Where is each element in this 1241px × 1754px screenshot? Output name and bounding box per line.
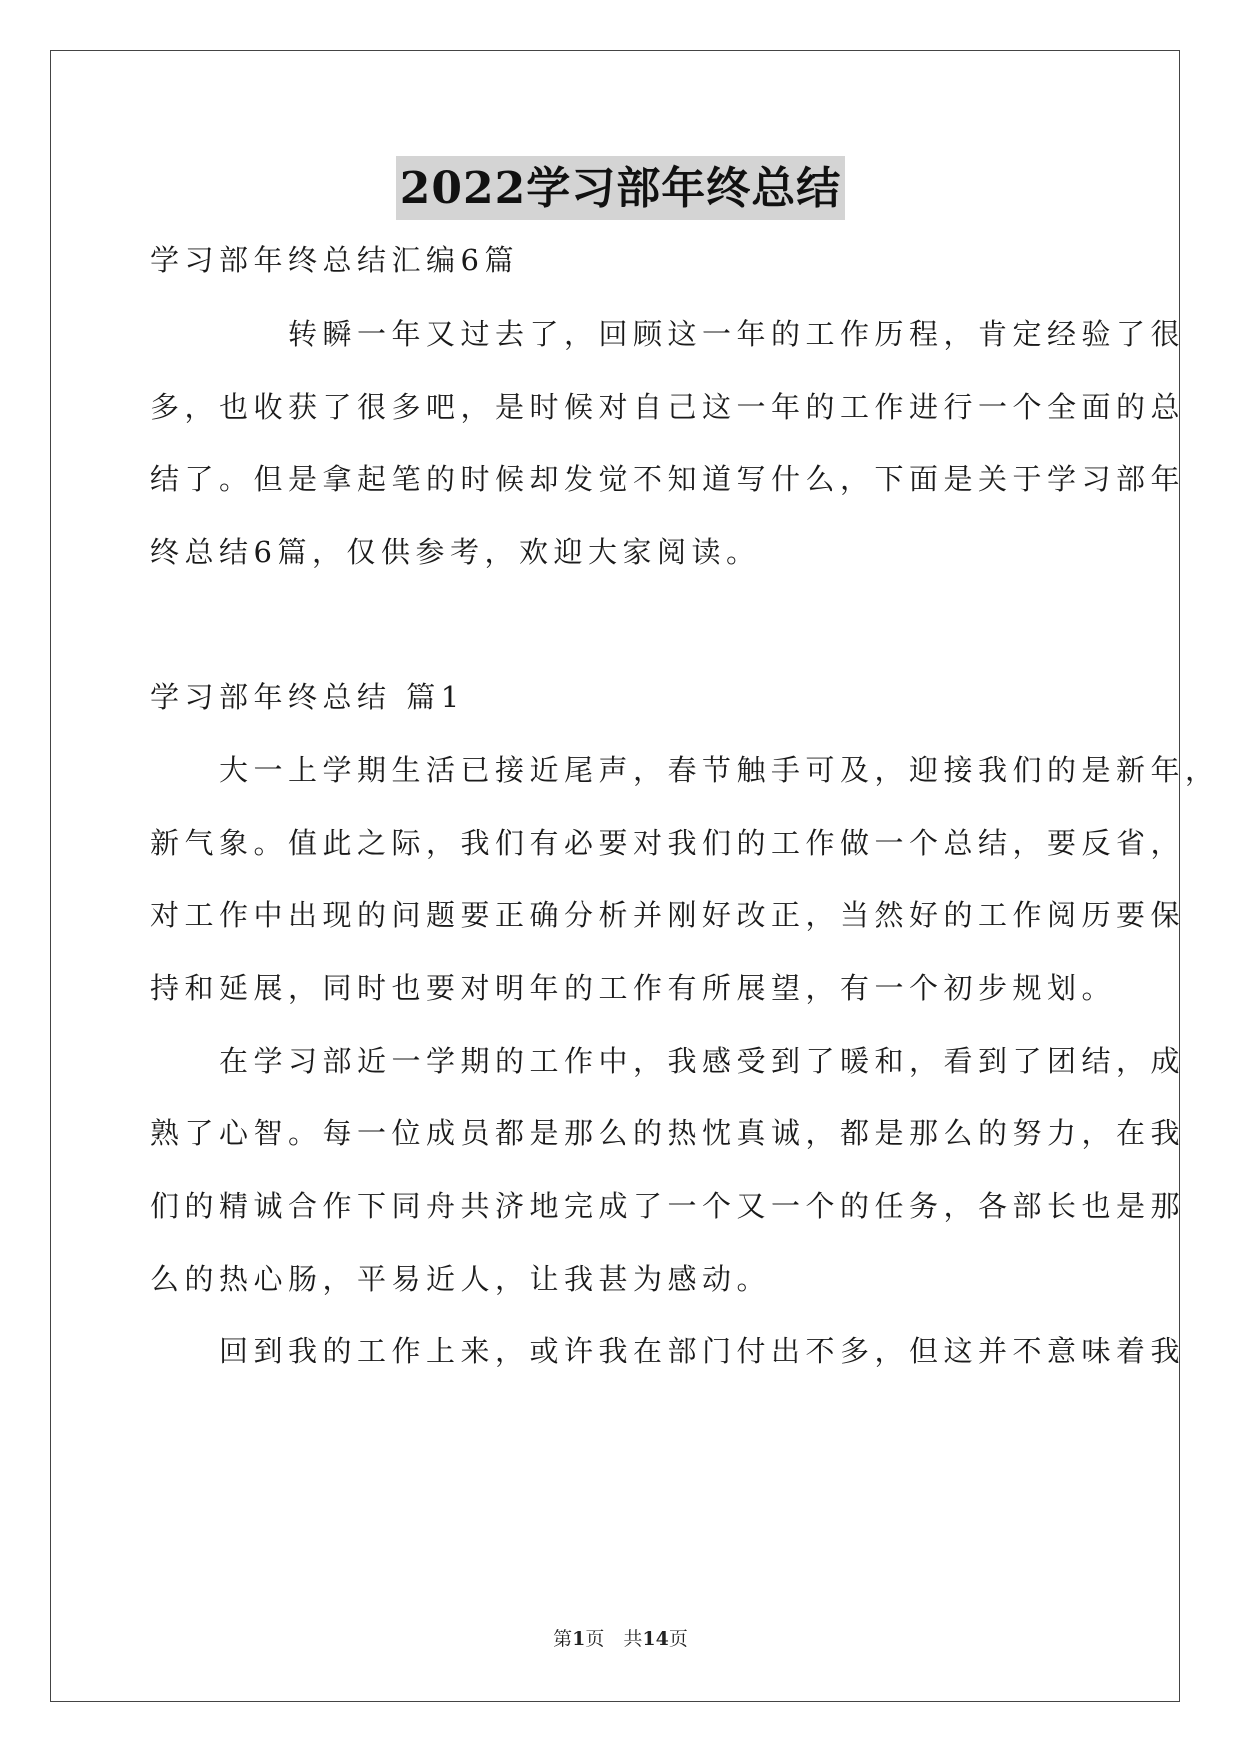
- paragraph-line: 持和延展，同时也要对明年的工作有所展望，有一个初步规划。: [150, 971, 1117, 1005]
- paragraph-line: 大一上学期生活已接近尾声，春节触手可及，迎接我们的是新年，: [150, 753, 1220, 787]
- section-heading: 学习部年终总结 篇1: [150, 680, 465, 714]
- intro-line: 转瞬一年又过去了，回顾这一年的工作历程，肯定经验了很: [150, 317, 1186, 351]
- page-total: 14: [642, 1628, 669, 1650]
- page-footer: [0, 1624, 1241, 1651]
- page-suffix: 页: [668, 1628, 688, 1650]
- document-subtitle: 学习部年终总结汇编6篇: [150, 243, 519, 277]
- paragraph-line: 熟了心智。每一位成员都是那么的热忱真诚，都是那么的努力，在我: [150, 1116, 1186, 1150]
- page-mid: 页 共: [585, 1628, 643, 1650]
- page-border: [50, 50, 1180, 1702]
- intro-line: 结了。但是拿起笔的时候却发觉不知道写什么，下面是关于学习部年: [150, 462, 1186, 496]
- intro-line: 多，也收获了很多吧，是时候对自己这一年的工作进行一个全面的总: [150, 390, 1186, 424]
- paragraph-line: 回到我的工作上来，或许我在部门付出不多，但这并不意味着我: [150, 1334, 1186, 1368]
- document-title: 2022学习部年终总结: [396, 156, 845, 220]
- title-container: [0, 156, 1241, 220]
- page-number: 1: [572, 1628, 586, 1650]
- paragraph-line: 新气象。值此之际，我们有必要对我们的工作做一个总结，要反省，: [150, 826, 1186, 860]
- intro-line: 终总结6篇，仅供参考，欢迎大家阅读。: [150, 535, 761, 569]
- paragraph-line: 么的热心肠，平易近人，让我甚为感动。: [150, 1262, 772, 1296]
- paragraph-line: 在学习部近一学期的工作中，我感受到了暖和，看到了团结，成: [150, 1044, 1186, 1078]
- paragraph-line: 对工作中出现的问题要正确分析并刚好改正，当然好的工作阅历要保: [150, 898, 1186, 932]
- paragraph-line: 们的精诚合作下同舟共济地完成了一个又一个的任务，各部长也是那: [150, 1189, 1186, 1223]
- page-prefix: 第: [553, 1628, 573, 1650]
